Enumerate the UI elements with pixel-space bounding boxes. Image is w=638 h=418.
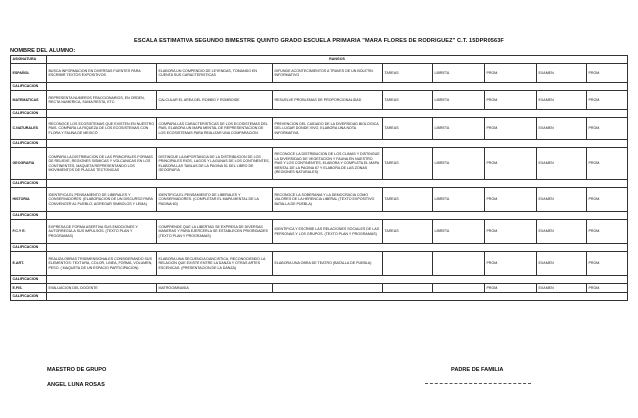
- criterion-cell: RESUELVE PROBLEMAS DE PROPORCIONALIDAD: [273, 91, 383, 110]
- criterion-cell: RECONOCE LOS ECOSISTEMAS QUE EXISTEN EN NUESTRO PAIS. COMPARA LA RIQUEZA DE LOS ECOSISTEMAS CON FLORA Y FAUNA DE MEXICO: [47, 118, 157, 140]
- criterion-cell: COMPRENDE QUE LA LIBERTAD SE EXPRESA DE DIVERSAS MANERAS Y PARA EJERCERLA SE ESTABLECEN PRIORIDADES (TEXTO PLAN Y PROGRAMAS): [157, 220, 273, 244]
- score-label-cell: PROM.: [587, 284, 628, 293]
- calificacion-label: CALIFICACION: [11, 110, 47, 118]
- ranges-header: RANGOS: [47, 56, 628, 64]
- criterion-cell: EXPRESA DE FORMA ASERTIVA SUS EMOCIONES Y AUTORREGULA SUS IMPULSOS. (TEXTO PLAN Y PROGRAMAS): [47, 220, 157, 244]
- score-label-cell: EXAMEN: [537, 252, 587, 276]
- score-label-cell: [383, 252, 433, 276]
- criterion-cell: ELABORA UNA OBRA DE TEATRO (BATALLA DE PUEBLA): [273, 252, 383, 276]
- score-label-cell: LIBRETA: [433, 118, 485, 140]
- evaluation-table: [10, 55, 628, 301]
- subject-row: [11, 188, 628, 212]
- subject-name: E.ART.: [11, 252, 47, 276]
- calificacion-value-cell[interactable]: [47, 83, 628, 91]
- header-row: [11, 56, 628, 64]
- subject-row: [11, 284, 628, 293]
- subject-name: MATEMATICAS: [11, 91, 47, 110]
- score-label-cell: EXAMEN: [537, 148, 587, 180]
- score-label-cell: PROM.: [485, 148, 537, 180]
- score-label-cell: PROM.: [485, 64, 537, 83]
- score-label-cell: TAREAS: [383, 188, 433, 212]
- subject-name: E.FIS.: [11, 284, 47, 293]
- calificacion-row: [11, 212, 628, 220]
- score-label-cell: LIBRETA: [433, 91, 485, 110]
- parent-label: PADRE DE FAMILIA: [451, 367, 504, 373]
- table-body: [11, 56, 628, 301]
- calificacion-value-cell[interactable]: [47, 244, 628, 252]
- score-label-cell: [433, 284, 485, 293]
- calificacion-label: CALIFICACION: [11, 293, 47, 301]
- calificacion-row: [11, 293, 628, 301]
- criterion-cell: RECONOCE LA SOBERANIA Y LA DEMOCRACIA COMO VALORES DE LA HERENCIA LIBERAL (TEXTO EXPOSITIVO BATALLA DE PUEBLA): [273, 188, 383, 212]
- score-label-cell: EXAMEN: [537, 118, 587, 140]
- criterion-cell: [273, 284, 383, 293]
- score-label-cell: LIBRETA: [433, 148, 485, 180]
- calificacion-value-cell[interactable]: [47, 293, 628, 301]
- calificacion-label: CALIFICACION: [11, 140, 47, 148]
- subject-row: [11, 64, 628, 83]
- score-label-cell: TAREAS: [383, 220, 433, 244]
- score-label-cell: TAREAS: [383, 64, 433, 83]
- subject-row: [11, 220, 628, 244]
- score-label-cell: PROM.: [485, 220, 537, 244]
- criterion-cell: DIFUNDE ACONTECIMIENTOS A TRAVES DE UN BOLETIN INFORMATIVO: [273, 64, 383, 83]
- criterion-cell: REPRESENTA NUMEROS FRACCIONARIOS, EN ORDEN, RECTA NUMERICA, SUMA RESTA, ETC.: [47, 91, 157, 110]
- criterion-cell: ELABORA UN COMPENDIO DE LEYENDAS, TOMANDO EN CUENTA SUS CARACTERISTICAS: [157, 64, 273, 83]
- criterion-cell: ELABORA UNA SECUENCIA DANCISTICA, RECONOCIENDO LA RELACION QUE EXISTE ENTRE LA DANZA Y OTRAS ARTES ESCENICAS. (PRESENTACION DE LA DANZA): [157, 252, 273, 276]
- score-label-cell: PROM.: [587, 91, 628, 110]
- calificacion-row: [11, 83, 628, 91]
- document-title: ESCALA ESTIMATIVA SEGUNDO BIMESTRE QUINTO GRADO ESCUELA PRIMARIA "MARA FLORES DE RODRIGUEZ" C.T. 15DPR0563F: [134, 38, 504, 44]
- criterion-cell: IDENTIFICA EL PENSAMIENTO DE LIBERALES Y CONSERVADORES. (COMPLETAR EL MAPA MENTAL DE LA PAGINA 60): [157, 188, 273, 212]
- score-label-cell: PROM.: [485, 252, 537, 276]
- score-label-cell: PROM.: [587, 220, 628, 244]
- criterion-cell: COMPARA LAS CARACTERISTICAS DE LOS ECOSISTEMAS DEL PAIS, ELABORA UN MAPA MENTAL DE REPRESENTACION DE LOS ECOSISTEMAS PARA REALIZAR UNA COMPARACION: [157, 118, 273, 140]
- calificacion-value-cell[interactable]: [47, 110, 628, 118]
- score-label-cell: TAREAS: [383, 148, 433, 180]
- teacher-label: MAESTRO DE GRUPO: [47, 367, 107, 373]
- calificacion-label: CALIFICACION: [11, 180, 47, 188]
- score-label-cell: PROM.: [587, 252, 628, 276]
- score-label-cell: PROM.: [587, 64, 628, 83]
- criterion-cell: DISTINGUE LA IMPORTANCIA DE LA DISTRIBUCION DE LOS PRINCIPALES RIOS, LAGOS Y LAGUNAS DE LOS CONTINENTES, ELABORA LAS TABLAS DE LA PAGINA 51 DEL LIBRO DE GEOGRAFIA: [157, 148, 273, 180]
- calificacion-value-cell[interactable]: [47, 276, 628, 284]
- score-label-cell: PROM.: [587, 148, 628, 180]
- subject-row: [11, 91, 628, 110]
- calificacion-value-cell[interactable]: [47, 140, 628, 148]
- student-name-label: NOMBRE DEL ALUMNO:: [10, 48, 76, 54]
- calificacion-row: [11, 276, 628, 284]
- score-label-cell: EXAMEN: [537, 64, 587, 83]
- score-label-cell: EXAMEN: [537, 284, 587, 293]
- subject-name: C.NATURALES: [11, 118, 47, 140]
- subject-name: F.C.Y E.: [11, 220, 47, 244]
- subject-name: ESPAÑOL: [11, 64, 47, 83]
- teacher-name: ANGEL LUNA ROSAS: [47, 382, 105, 388]
- calificacion-value-cell[interactable]: [47, 180, 628, 188]
- calificacion-row: [11, 140, 628, 148]
- parent-signature-line: [425, 383, 531, 384]
- criterion-cell: BUSCA INFORMACION EN DIVERSAS FUENTES PARA ESCRIBIR TEXTOS EXPOSITIVOS: [47, 64, 157, 83]
- score-label-cell: PROM.: [485, 118, 537, 140]
- score-label-cell: EXAMEN: [537, 188, 587, 212]
- score-label-cell: TAREAS: [383, 91, 433, 110]
- criterion-cell: REALIZA OBRAS TRIDIMENSIONALES CONSIDERANDO SUS ELEMENTOS: TEXTURA, COLOR, LINEA, FORMA, VOLUMEN, PESO. ( MAQUETA DE UN ESPACIO PARTICIPACION): [47, 252, 157, 276]
- calificacion-label: CALIFICACION: [11, 83, 47, 91]
- calificacion-label: CALIFICACION: [11, 244, 47, 252]
- calificacion-label: CALIFICACION: [11, 276, 47, 284]
- score-label-cell: EXAMEN: [537, 91, 587, 110]
- score-label-cell: PROM.: [587, 188, 628, 212]
- calificacion-value-cell[interactable]: [47, 212, 628, 220]
- subject-row: [11, 252, 628, 276]
- calificacion-row: [11, 180, 628, 188]
- subject-row: [11, 148, 628, 180]
- score-label-cell: PROM.: [485, 91, 537, 110]
- criterion-cell: COMPARA LA DISTRIBUCION DE LAS PRINCIPALES FORMAS DE RELIEVE, REGIONES SISMICAS Y VOLCANICAS EN LOS CONTINENTES, MAQUETA REPRESENTANDO LOS MOVIMIENTOS DE PLACAS TECTONICAS: [47, 148, 157, 180]
- score-label-cell: [433, 252, 485, 276]
- criterion-cell: MATROGIMNASIA: [157, 284, 273, 293]
- score-label-cell: PROM.: [485, 188, 537, 212]
- criterion-cell: PREVENCION DEL CUIDADO DE LA DIVERSIDAD BIOLOGICA DEL LUGAR DONDE VIVO, ELABORA UNA NOTA INFORMATIVA: [273, 118, 383, 140]
- subject-row: [11, 118, 628, 140]
- subject-name: HISTORIA: [11, 188, 47, 212]
- score-label-cell: TAREAS: [383, 118, 433, 140]
- score-label-cell: [383, 284, 433, 293]
- subject-column-header: ASIGNATURA: [11, 56, 47, 64]
- criterion-cell: IDENTIFICA Y ESCRIBE LAS RELACIONES SOCIALES DE LAS PERSONAS Y LOS GRUPOS. (TEXTO PLAN Y PROGRAMAS): [273, 220, 383, 244]
- criterion-cell: EVALUACION DEL DOCENTE: [47, 284, 157, 293]
- subject-name: GEOGRAFIA: [11, 148, 47, 180]
- calificacion-label: CALIFICACION: [11, 212, 47, 220]
- score-label-cell: LIBRETA: [433, 188, 485, 212]
- score-label-cell: PROM.: [485, 284, 537, 293]
- score-label-cell: LIBRETA: [433, 220, 485, 244]
- criterion-cell: IDENTIFICA EL PENSAMIENTO DE LIBERALES Y CONSERVADORES. (ELABORACION DE UN DISCURSO PARA CONVENCER AL PUEBLO, AGREGAR SIMBOLOS Y LEMA): [47, 188, 157, 212]
- calificacion-row: [11, 244, 628, 252]
- score-label-cell: LIBRETA: [433, 64, 485, 83]
- calificacion-row: [11, 110, 628, 118]
- score-label-cell: PROM.: [587, 118, 628, 140]
- criterion-cell: RECONOCE LA DISTRIBUCION DE LOS CLIMAS Y DISTINGUE LA DIVERSIDAD DE VEGETACION Y FAUNA EN NUESTRO PAIS Y LOS CONTINENTES, ELABORA Y COMPLETA EL MAPA MENTAL DE LA PAGINA 67 Y ELABORA DE LAS ZONAS (REGIONES NATURALES): [273, 148, 383, 180]
- criterion-cell: CALCULAR EL AREA DEL ROMBO Y ROMBOIDE: [157, 91, 273, 110]
- score-label-cell: EXAMEN: [537, 220, 587, 244]
